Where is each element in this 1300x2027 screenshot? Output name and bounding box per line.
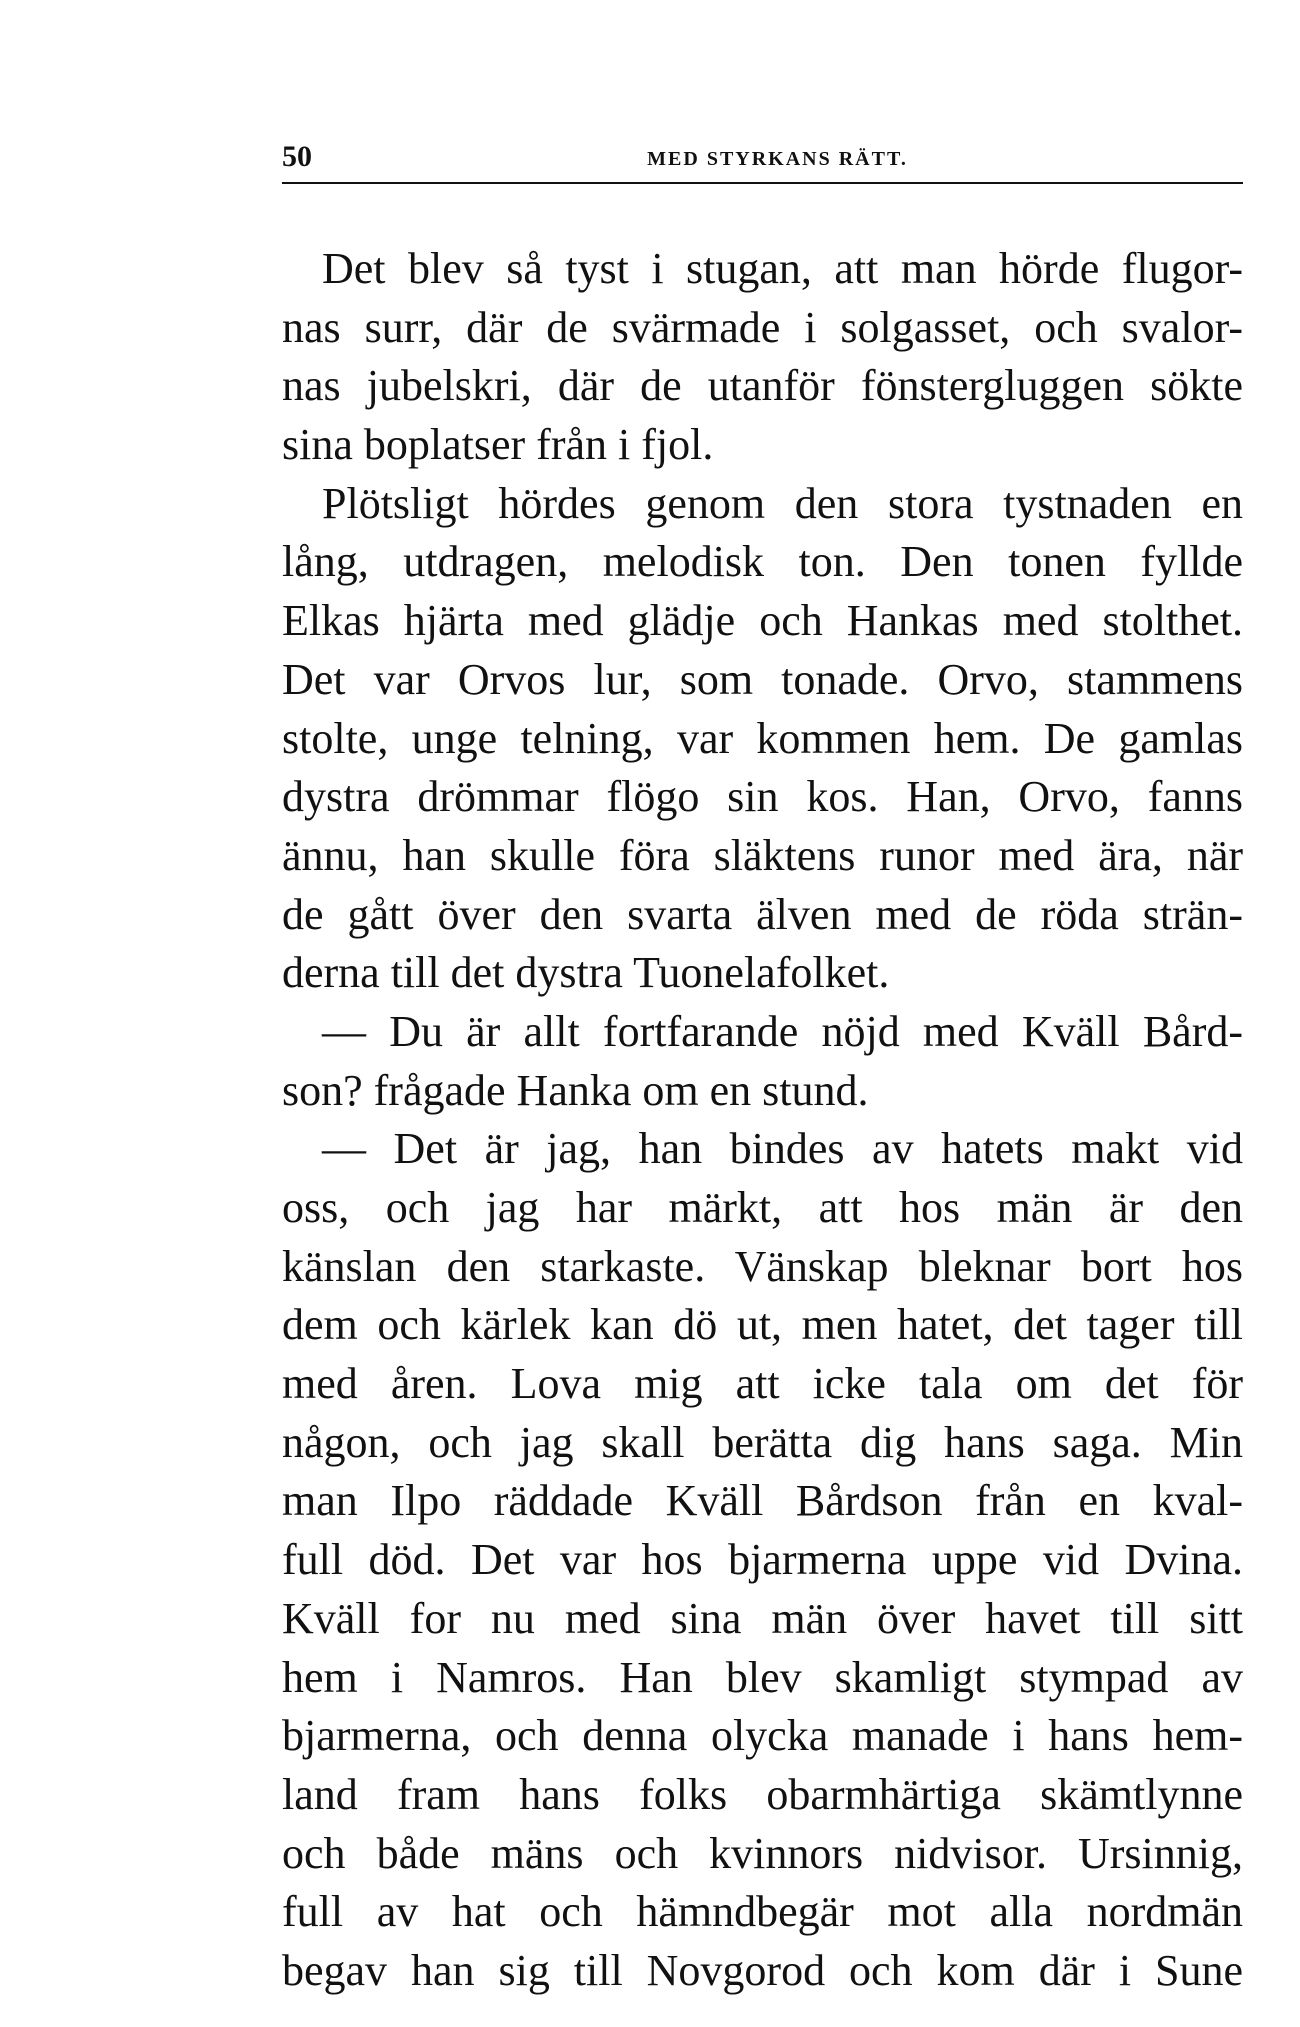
text-line: och både mäns och kvinnors nidvisor. Ursinnig,	[282, 1828, 1243, 1878]
text-line: nas surr, där de svärmade i solgasset, och svalor-	[282, 302, 1243, 352]
text-line: sina boplatser från i fjol.	[282, 420, 714, 470]
text-line: nas jubelskri, där de utanför fönstergluggen sökte	[282, 361, 1243, 411]
text-line: ännu, han skulle föra släktens runor med ära, när	[282, 830, 1243, 880]
running-header	[282, 142, 1243, 184]
text-line: full av hat och hämndbegär mot alla nordmän	[282, 1887, 1243, 1937]
text-line: Det var Orvos lur, som tonade. Orvo, stammens	[282, 654, 1243, 704]
text-line: Elkas hjärta med glädje och Hankas med stolthet.	[282, 596, 1243, 646]
text-line: Det blev så tyst i stugan, att man hörde flugor-	[322, 244, 1243, 293]
text-line: lång, utdragen, melodisk ton. Den tonen fyllde	[282, 537, 1243, 587]
text-line: — Du är allt fortfarande nöjd med Kväll Bård-	[322, 1006, 1243, 1056]
text-line: bjarmerna, och denna olycka manade i hans hem-	[282, 1711, 1243, 1761]
text-line: oss, och jag har märkt, att hos män är den	[282, 1183, 1243, 1232]
text-line: de gått över den svarta älven med de röda strän-	[282, 889, 1243, 939]
text-line: land fram hans folks obarmhärtiga skämtlynne	[282, 1769, 1243, 1819]
text-line: stolte, unge telning, var kommen hem. De gamlas	[282, 713, 1243, 763]
body-text	[282, 240, 1243, 2001]
text-line: Plötsligt hördes genom den stora tystnaden en	[322, 478, 1243, 528]
running-title: MED STYRKANS RÄTT.	[647, 148, 908, 170]
text-line: känslan den starkaste. Vänskap bleknar bort hos	[282, 1241, 1243, 1291]
text-line: — Det är jag, han bindes av hatets makt vid	[322, 1124, 1243, 1174]
text-line: dystra drömmar flögo sin kos. Han, Orvo, fanns	[282, 772, 1243, 822]
text-line: full död. Det var hos bjarmerna uppe vid Dvina.	[282, 1535, 1243, 1585]
text-line: son? frågade Hanka om en stund.	[282, 1065, 869, 1115]
text-line: begav han sig till Novgorod och kom där i Sune	[282, 1945, 1243, 1995]
text-line: hem i Namros. Han blev skamligt stympad av	[282, 1652, 1243, 1702]
text-line: dem och kärlek kan dö ut, men hatet, det tager till	[282, 1300, 1243, 1350]
text-line: med åren. Lova mig att icke tala om det för	[282, 1359, 1243, 1409]
text-line: derna till det dystra Tuonelafolket.	[282, 948, 890, 998]
page-number: 50	[282, 140, 312, 173]
text-line: Kväll for nu med sina män över havet till sitt	[282, 1593, 1243, 1643]
text-line: man Ilpo räddade Kväll Bårdson från en kval-	[282, 1476, 1243, 1526]
text-line: någon, och jag skall berätta dig hans saga. Min	[282, 1417, 1243, 1467]
